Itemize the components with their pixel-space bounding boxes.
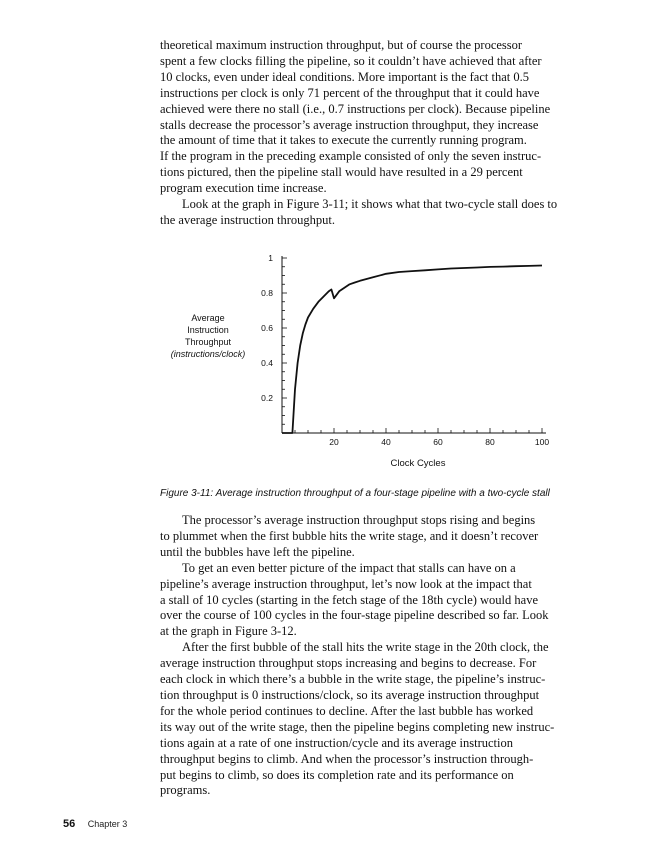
- text-line: 10 clocks, even under ideal conditions. More important is the fact that 0.5: [160, 69, 530, 84]
- figure-caption: Figure 3-11: Average instruction throughput of a four-stage pipeline with a two-cycle stall: [160, 488, 550, 499]
- y-axis-title-line: Throughput: [184, 337, 232, 347]
- text-line: tions pictured, then the pipeline stall would have resulted in a 29 percent: [160, 165, 523, 180]
- text-line: throughput begins to climb. And when the processor’s instruction through-: [160, 751, 534, 766]
- text-line: for the whole period continues to decline. After the last bubble has worked: [160, 703, 534, 718]
- text-line: at the graph in Figure 3-12.: [160, 624, 297, 639]
- text-line: To get an even better picture of the impact that stalls can have on a: [182, 560, 516, 575]
- text-line: If the program in the preceding example consisted of only the seven instruc-: [160, 149, 542, 164]
- x-tick-label: 40: [381, 437, 391, 447]
- y-tick-label: 0.8: [261, 288, 273, 298]
- text-line: a stall of 10 cycles (starting in the fetch stage of the 18th cycle) would have: [160, 592, 538, 607]
- chart-tick-labels: [261, 253, 549, 447]
- x-axis-title: Clock Cycles: [390, 458, 446, 469]
- y-axis-title: [171, 313, 246, 359]
- text-line: theoretical maximum instruction throughput, but of course the processor: [160, 38, 523, 52]
- text-line: put begins to climb, so does its completion rate and its performance on: [160, 767, 514, 782]
- text-line: the average instruction throughput.: [160, 212, 335, 227]
- chapter-label: Chapter 3: [87, 819, 128, 829]
- throughput-line: [282, 266, 542, 434]
- text-line: pipeline’s average instruction throughput, let’s now look at the impact that: [160, 576, 532, 591]
- y-axis-title-line: (instructions/clock): [170, 349, 246, 359]
- x-tick-label: 80: [485, 437, 495, 447]
- text-line: over the course of 100 cycles in the four-stage pipeline described so far. Look: [160, 608, 549, 623]
- text-line: Look at the graph in Figure 3-11; it shows what that two-cycle stall does to: [182, 197, 558, 212]
- text-line: instructions per clock is only 71 percent of the throughput that it could have: [160, 85, 540, 100]
- text-line: After the first bubble of the stall hits the write stage in the 20th clock, the: [182, 640, 549, 655]
- text-line: to plummet when the first bubble hits the write stage, and it doesn’t recover: [160, 528, 539, 543]
- text-line: its way out of the write stage, then the pipeline begins completing new instruc-: [160, 719, 555, 734]
- x-tick-label: 60: [433, 437, 443, 447]
- text-line: programs.: [160, 783, 211, 798]
- chart-axes: [282, 256, 546, 433]
- text-line: The processor’s average instruction throughput stops rising and begins: [182, 513, 536, 527]
- chart-ticks: [282, 258, 542, 433]
- text-line: spent a few clocks filling the pipeline, so it couldn’t have achieved that after: [160, 53, 542, 68]
- text-line: each clock in which there’s a bubble in the write stage, the pipeline’s instruc-: [160, 672, 546, 687]
- y-tick-label: 1: [268, 253, 273, 263]
- text-line: tion throughput is 0 instructions/clock, so its average instruction throughput: [160, 687, 540, 702]
- y-tick-label: 0.6: [261, 323, 273, 333]
- text-line: until the bubbles have left the pipeline.: [160, 544, 355, 559]
- y-tick-label: 0.2: [261, 393, 273, 403]
- y-tick-label: 0.4: [261, 358, 273, 368]
- x-tick-label: 20: [329, 437, 339, 447]
- text-line: tions again at a rate of one instruction/cycle and its average instruction: [160, 735, 514, 750]
- page-number: 56: [63, 818, 76, 830]
- text-line: the amount of time that it takes to execute the currently running program.: [160, 133, 527, 148]
- text-line: achieved were there no stall (i.e., 0.7 instructions per clock). Because pipeline: [160, 101, 551, 116]
- x-tick-label: 100: [534, 437, 550, 447]
- y-axis-title-line: Instruction: [187, 325, 229, 335]
- page-footer: [63, 814, 127, 832]
- text-line: stalls decrease the processor’s average instruction throughput, they increase: [160, 117, 539, 132]
- text-line: program execution time increase.: [160, 181, 327, 196]
- y-axis-title-line: Average: [191, 313, 225, 323]
- throughput-chart: [140, 245, 580, 485]
- text-line: average instruction throughput stops increasing and begins to decrease. For: [160, 656, 537, 671]
- body-text-top: [160, 38, 602, 229]
- body-text-bottom: [160, 513, 602, 799]
